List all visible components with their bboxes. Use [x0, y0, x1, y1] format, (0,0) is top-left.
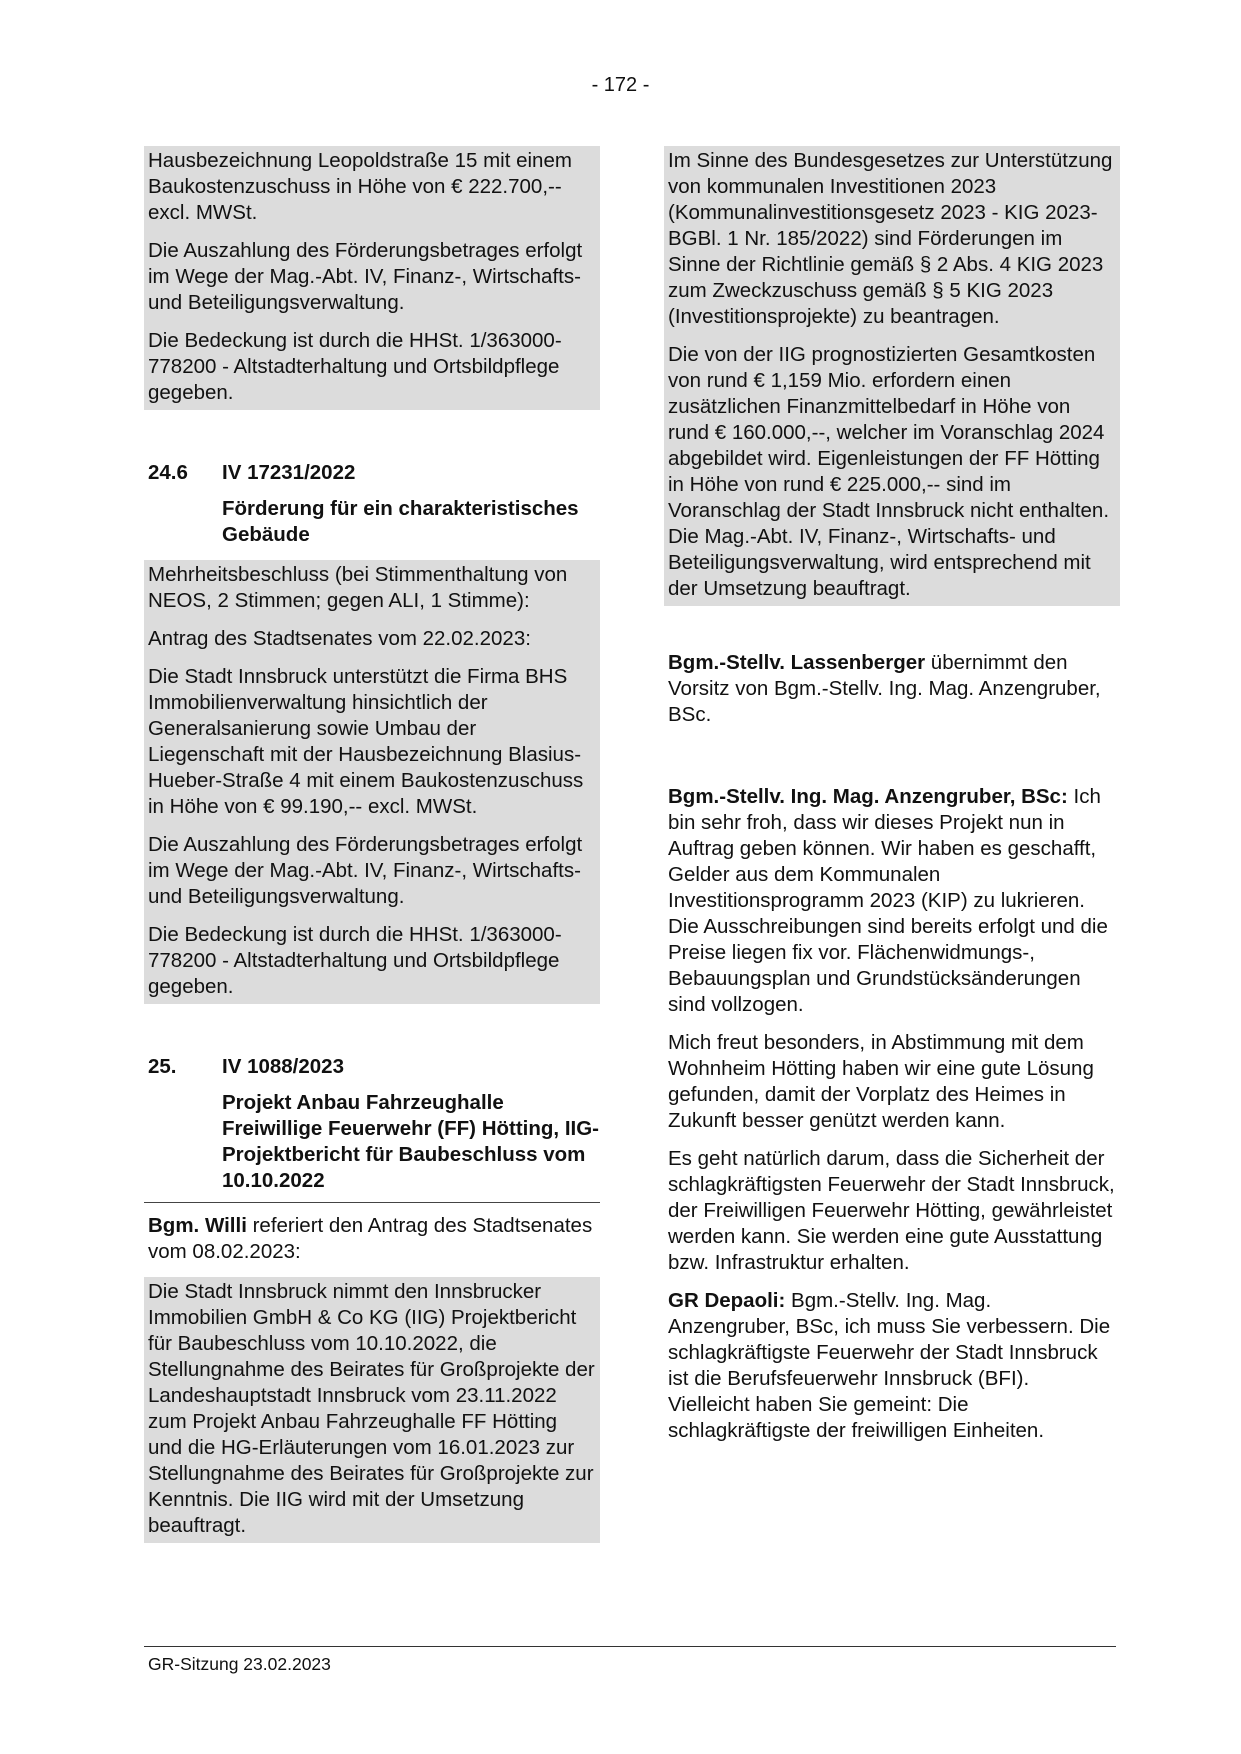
- speech-text: Bgm.-Stellv. Ing. Mag. Anzengruber, BSc, ich muss Sie verbessern. Die schlagkräftigste Feuerwehr der Stadt Innsbruck ist die Berufsfeuerwehr Innsbruck (BFI). Vielleicht haben Sie gemeint: Die schlagkräftigste der freiwilligen Einheiten.: [668, 1289, 1111, 1442]
- speaker-name: GR Depaoli:: [668, 1289, 786, 1312]
- paragraph: Die von der IIG prognostizierten Gesamtkosten von rund € 1,159 Mio. erfordern einen zusätzlichen Finanzmittelbedarf in Höhe von rund € 160.000,--, welcher im Voranschlag 2024 abgebildet wird. Eigenleistungen der FF Hötting in Höhe von rund € 225.000,-- sind im Voranschlag der Stadt Innsbruck nicht enthalten. Die Mag.-Abt. IV, Finanz-, Wirtschafts- und Beteiligungsverwaltung, wird entsprechend mit der Umsetzung beauftragt.: [668, 343, 1110, 600]
- section-title: Förderung für ein charakteristisches Gebäude: [222, 497, 579, 546]
- right-column: [664, 146, 1120, 1444]
- footer-divider: [144, 1646, 1116, 1647]
- resolution-block-kig: [664, 146, 1120, 606]
- resolution-block-iig: [144, 1277, 600, 1543]
- page-number: - 172 -: [591, 74, 650, 96]
- section-reference: IV 1088/2023: [222, 1055, 344, 1078]
- paragraph: Antrag des Stadtsenates vom 22.02.2023:: [148, 627, 531, 650]
- left-column: [144, 146, 600, 1543]
- paragraph: Mich freut besonders, in Abstimmung mit dem Wohnheim Hötting haben wir eine gute Lösung gefunden, damit der Vorplatz des Heimes in Zukunft besser genützt werden kann.: [668, 1031, 1094, 1132]
- speech-text: übernimmt den Vorsitz von Bgm.-Stellv. Ing. Mag. Anzengruber, BSc.: [668, 651, 1101, 726]
- resolution-block-blasius-hueber: [144, 560, 600, 1004]
- speaker-name: Bgm. Willi: [148, 1214, 247, 1237]
- section-25-heading: [144, 1054, 600, 1203]
- paragraph: Die Auszahlung des Förderungsbetrages erfolgt im Wege der Mag.-Abt. IV, Finanz-, Wirtschafts- und Beteiligungsverwaltung.: [148, 833, 583, 908]
- speaker-name: Bgm.-Stellv. Ing. Mag. Anzengruber, BSc:: [668, 785, 1068, 808]
- paragraph: Hausbezeichnung Leopoldstraße 15 mit einem Baukostenzuschuss in Höhe von € 222.700,-- excl. MWSt.: [148, 149, 572, 224]
- section-number: 25.: [148, 1055, 177, 1078]
- footer-session-date: GR-Sitzung 23.02.2023: [148, 1654, 331, 1674]
- paragraph: Die Stadt Innsbruck nimmt den Innsbrucker Immobilien GmbH & Co KG (IIG) Projektbericht für Baubeschluss vom 10.10.2022, die Stellungnahme des Beirates für Großprojekte der Landeshauptstadt Innsbruck vom 23.11.2022 zum Projekt Anbau Fahrzeughalle FF Hötting und die HG-Erläuterungen vom 16.01.2023 zur Stellungnahme des Beirates für Großprojekte zur Kenntnis. Die IIG wird mit der Umsetzung beauftragt.: [148, 1280, 595, 1537]
- section-reference: IV 17231/2022: [222, 461, 356, 484]
- paragraph: Es geht natürlich darum, dass die Sicherheit der schlagkräftigsten Feuerwehr der Stadt Innsbruck, der Freiwilligen Feuerwehr Hötting, gewährleistet werden kann. Sie werden eine gute Ausstattung bzw. Infrastruktur erhalten.: [668, 1147, 1115, 1274]
- referat-paragraph: [144, 1213, 600, 1265]
- paragraph: Mehrheitsbeschluss (bei Stimmenthaltung von NEOS, 2 Stimmen; gegen ALI, 1 Stimme):: [148, 563, 568, 612]
- section-title: Projekt Anbau Fahrzeughalle Freiwillige Feuerwehr (FF) Hötting, IIG-Projektbericht für Baubeschluss vom 10.10.2022: [222, 1091, 599, 1192]
- anzengruber-statement: [664, 784, 1120, 1444]
- paragraph: Die Stadt Innsbruck unterstützt die Firma BHS Immobilienverwaltung hinsichtlich der Generalsanierung sowie Umbau der Liegenschaft mit der Hausbezeichnung Blasius-Hueber-Straße 4 mit einem Baukostenzuschuss in Höhe von € 99.190,-- excl. MWSt.: [148, 665, 584, 818]
- section-24-6-heading: [144, 460, 600, 548]
- speech-text: Ich bin sehr froh, dass wir dieses Projekt nun in Auftrag geben können. Wir haben es geschafft, Gelder aus dem Kommunalen Investitionsprogramm 2023 (KIP) zu lukrieren. Die Ausschreibungen sind bereits erfolgt und die Preise liegen fix vor. Flächenwidmungs-, Bebauungsplan und Grundstücksänderungen sind vollzogen.: [668, 785, 1108, 1016]
- speaker-name: Bgm.-Stellv. Lassenberger: [668, 651, 926, 674]
- paragraph: Die Bedeckung ist durch die HHSt. 1/363000-778200 - Altstadterhaltung und Ortsbildpflege gegeben.: [148, 923, 562, 998]
- paragraph: Die Auszahlung des Förderungsbetrages erfolgt im Wege der Mag.-Abt. IV, Finanz-, Wirtschafts- und Beteiligungsverwaltung.: [148, 239, 583, 314]
- paragraph: Die Bedeckung ist durch die HHSt. 1/363000-778200 - Altstadterhaltung und Ortsbildpflege gegeben.: [148, 329, 562, 404]
- section-number: 24.6: [148, 461, 188, 484]
- paragraph: Im Sinne des Bundesgesetzes zur Unterstützung von kommunalen Investitionen 2023 (Kommunalinvestitionsgesetz 2023 - KIG 2023- BGBl. 1 Nr. 185/2022) sind Förderungen im Sinne der Richtlinie gemäß § 2 Abs. 4 KIG 2023 zum Zweckzuschuss gemäß § 5 KIG 2023 (Investitionsprojekte) zu beantragen.: [668, 149, 1113, 328]
- chair-change-paragraph: [664, 650, 1120, 728]
- speech-text: referiert den Antrag des Stadtsenates vom 08.02.2023:: [148, 1214, 593, 1263]
- resolution-block-leopoldstrasse: [144, 146, 600, 410]
